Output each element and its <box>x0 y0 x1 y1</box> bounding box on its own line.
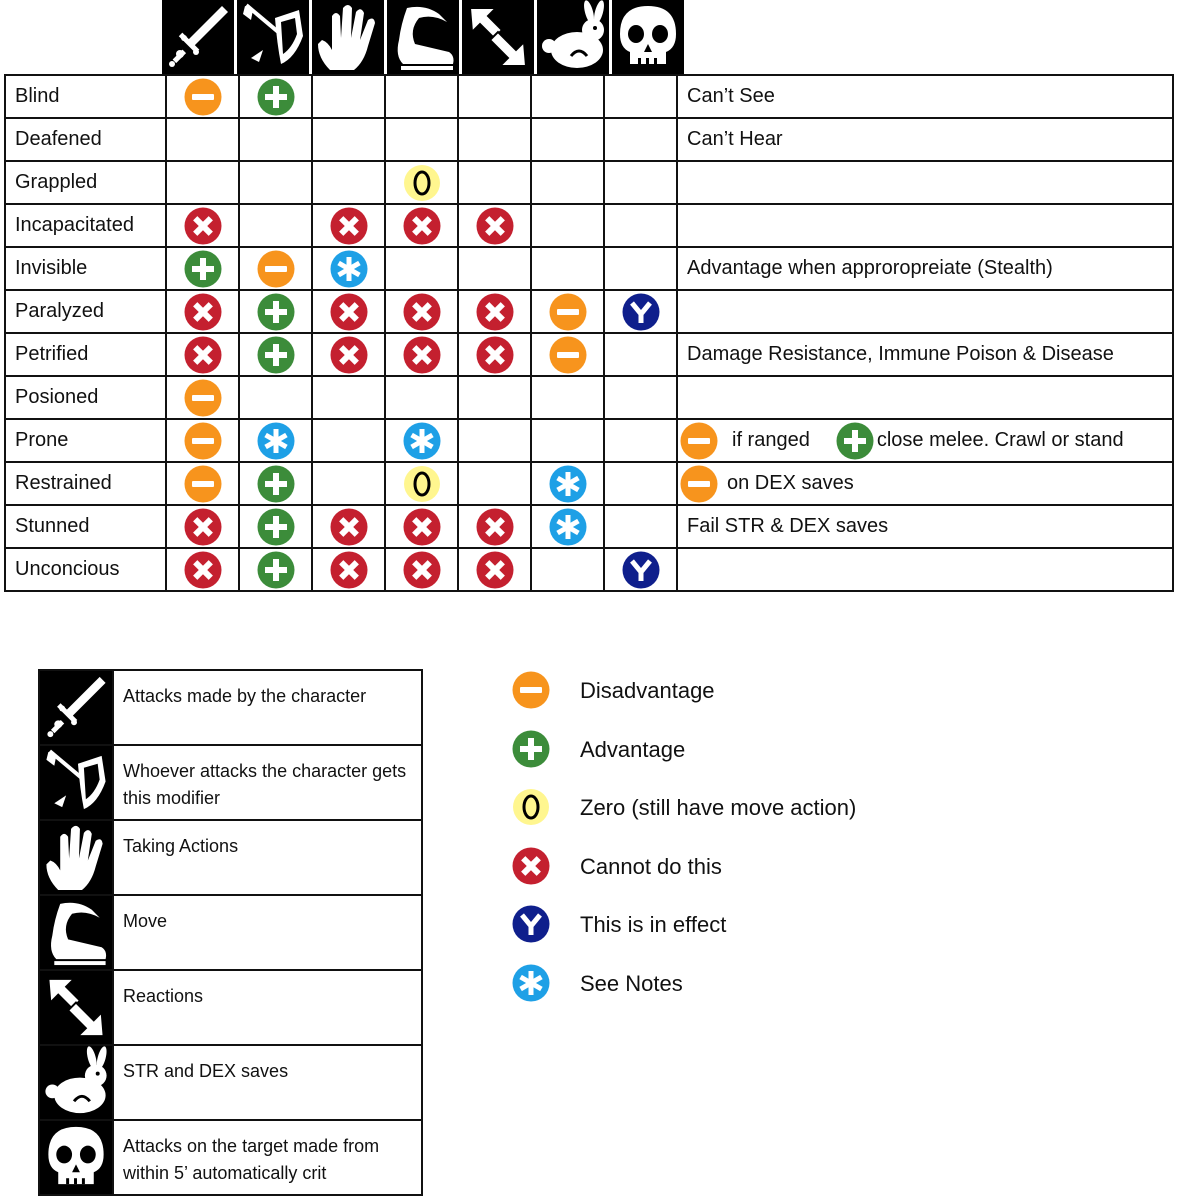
effect-cell <box>239 247 312 290</box>
advantage-icon <box>184 250 222 288</box>
effect-cell <box>385 118 458 161</box>
effect-cell <box>239 118 312 161</box>
effect-cell <box>166 204 239 247</box>
zero-icon <box>512 788 550 826</box>
disadvantage-icon <box>549 336 587 374</box>
symbol-legend-row <box>512 729 1032 769</box>
disadvantage-icon <box>184 422 222 460</box>
condition-row <box>5 247 1173 290</box>
cannot-icon <box>476 207 514 245</box>
condition-row <box>5 290 1173 333</box>
effect-cell <box>458 204 531 247</box>
icon-legend-row <box>39 1045 422 1120</box>
condition-name: Invisible <box>5 247 166 290</box>
symbol-legend-row <box>512 963 1032 1003</box>
effect-cell <box>239 333 312 376</box>
arrow-shield-icon <box>237 0 309 74</box>
effect-cell <box>531 505 604 548</box>
effect-cell <box>531 290 604 333</box>
zero-icon <box>403 465 441 503</box>
effect-cell <box>604 462 677 505</box>
condition-name: Grappled <box>5 161 166 204</box>
effect-cell <box>312 333 385 376</box>
zero-icon <box>403 164 441 202</box>
condition-note <box>677 462 1173 505</box>
effect-cell <box>385 333 458 376</box>
boot-icon <box>39 895 113 970</box>
condition-row <box>5 118 1173 161</box>
disadvantage-icon <box>184 379 222 417</box>
effect-cell <box>312 75 385 118</box>
cannot-icon <box>403 207 441 245</box>
effect-cell <box>166 247 239 290</box>
column-icon-legend <box>38 669 423 1196</box>
symbol-legend-label: Zero (still have move action) <box>580 795 857 821</box>
advantage-icon <box>257 293 295 331</box>
see-notes-icon <box>549 465 587 503</box>
condition-name: Petrified <box>5 333 166 376</box>
icon-legend-description: Move <box>113 895 422 970</box>
advantage-icon <box>512 730 550 768</box>
symbol-legend-row <box>512 787 1032 827</box>
icon-legend-description: Reactions <box>113 970 422 1045</box>
symbol-legend-row <box>512 904 1032 944</box>
condition-note: Advantage when approropreiate (Stealth) <box>677 247 1173 290</box>
advantage-icon <box>257 78 295 116</box>
icon-legend-row <box>39 670 422 745</box>
icon-legend-description: Attacks made by the character <box>113 670 422 745</box>
effect-cell <box>166 290 239 333</box>
effect-cell <box>166 505 239 548</box>
advantage-icon <box>257 465 295 503</box>
effect-cell <box>166 376 239 419</box>
symbol-legend-row <box>512 670 1032 710</box>
effect-cell <box>604 548 677 591</box>
icon-legend-description: Taking Actions <box>113 820 422 895</box>
note-text: if ranged <box>732 429 810 451</box>
symbol-legend-label: Disadvantage <box>580 678 715 703</box>
effect-cell <box>312 548 385 591</box>
see-notes-icon <box>257 422 295 460</box>
condition-name: Posioned <box>5 376 166 419</box>
condition-name: Restrained <box>5 462 166 505</box>
effect-cell <box>458 75 531 118</box>
effect-cell <box>312 376 385 419</box>
effect-cell <box>385 376 458 419</box>
icon-legend-row <box>39 745 422 820</box>
icon-legend-description: STR and DEX saves <box>113 1045 422 1120</box>
disadvantage-icon <box>184 78 222 116</box>
effect-cell <box>531 462 604 505</box>
effect-cell <box>604 118 677 161</box>
cannot-icon <box>476 508 514 546</box>
effect-cell <box>604 204 677 247</box>
cannot-icon <box>403 508 441 546</box>
icon-legend-row <box>39 1120 422 1195</box>
effect-cell <box>385 419 458 462</box>
effect-cell <box>385 161 458 204</box>
effect-cell <box>458 118 531 161</box>
condition-note <box>677 376 1173 419</box>
cannot-icon <box>330 508 368 546</box>
condition-row <box>5 161 1173 204</box>
effect-cell <box>604 75 677 118</box>
cannot-icon <box>330 336 368 374</box>
effect-cell <box>312 419 385 462</box>
condition-row <box>5 419 1173 462</box>
disadvantage-icon <box>549 293 587 331</box>
effect-cell <box>239 548 312 591</box>
condition-note <box>677 419 1173 462</box>
cannot-icon <box>476 551 514 589</box>
effect-cell <box>312 290 385 333</box>
effect-cell <box>458 505 531 548</box>
cannot-icon <box>403 336 441 374</box>
advantage-icon <box>257 551 295 589</box>
advantage-icon <box>257 508 295 546</box>
condition-row <box>5 376 1173 419</box>
condition-note <box>677 290 1173 333</box>
see-notes-icon <box>549 508 587 546</box>
disadvantage-icon <box>512 671 550 709</box>
effect-cell <box>239 204 312 247</box>
condition-note: Can’t Hear <box>677 118 1173 161</box>
symbol-legend-label: Advantage <box>580 736 686 762</box>
effect-cell <box>604 505 677 548</box>
effect-cell <box>385 505 458 548</box>
effect-cell <box>604 161 677 204</box>
effect-cell <box>312 118 385 161</box>
cannot-icon <box>476 293 514 331</box>
disadvantage-icon <box>184 465 222 503</box>
note-text: close melee. Crawl or stand <box>876 429 1124 451</box>
cannot-icon <box>330 293 368 331</box>
effect-cell <box>239 161 312 204</box>
advantage-icon <box>257 336 295 374</box>
disadvantage-icon <box>680 465 718 503</box>
effect-cell <box>312 161 385 204</box>
effect-cell <box>458 376 531 419</box>
cannot-icon <box>184 508 222 546</box>
effect-cell <box>166 548 239 591</box>
cannot-icon <box>330 207 368 245</box>
effect-cell <box>531 247 604 290</box>
icon-legend-row <box>39 970 422 1045</box>
effect-cell <box>531 376 604 419</box>
sword-icon <box>162 0 234 74</box>
condition-row <box>5 75 1173 118</box>
effect-cell <box>531 161 604 204</box>
cannot-icon <box>184 551 222 589</box>
effect-cell <box>531 204 604 247</box>
disadvantage-icon <box>257 250 295 288</box>
hand-icon <box>39 820 113 895</box>
effect-cell <box>604 247 677 290</box>
icon-legend-description: Whoever attacks the character gets this modifier <box>113 745 422 820</box>
effect-cell <box>604 290 677 333</box>
in-effect-icon <box>622 293 660 331</box>
effect-cell <box>531 118 604 161</box>
condition-name: Paralyzed <box>5 290 166 333</box>
condition-row <box>5 204 1173 247</box>
in-effect-icon <box>512 905 550 943</box>
effect-cell <box>458 247 531 290</box>
symbol-legend-row <box>512 846 1032 886</box>
effect-cell <box>166 462 239 505</box>
cannot-icon <box>403 551 441 589</box>
condition-note: Damage Resistance, Immune Poison & Disease <box>677 333 1173 376</box>
effect-cell <box>385 247 458 290</box>
effect-cell <box>385 204 458 247</box>
advantage-icon <box>836 422 874 460</box>
effect-cell <box>312 462 385 505</box>
effect-cell <box>531 333 604 376</box>
see-notes-icon <box>330 250 368 288</box>
condition-name: Blind <box>5 75 166 118</box>
effect-cell <box>166 333 239 376</box>
hand-icon <box>312 0 384 74</box>
in-effect-icon <box>622 551 660 589</box>
symbol-legend-label: See Notes <box>580 971 683 996</box>
effect-cell <box>458 462 531 505</box>
icon-legend-description: Attacks on the target made from within 5’ automatically crit <box>113 1120 422 1195</box>
double-arrow-icon <box>39 970 113 1045</box>
rabbit-icon <box>537 0 609 74</box>
effect-cell <box>385 462 458 505</box>
condition-note <box>677 548 1173 591</box>
see-notes-icon <box>403 422 441 460</box>
effect-cell <box>239 505 312 548</box>
skull-icon <box>612 0 684 74</box>
effect-cell <box>458 290 531 333</box>
cannot-icon <box>476 336 514 374</box>
effect-cell <box>604 419 677 462</box>
effect-cell <box>239 376 312 419</box>
cannot-icon <box>330 551 368 589</box>
effect-cell <box>312 204 385 247</box>
double-arrow-icon <box>462 0 534 74</box>
condition-name: Unconcious <box>5 548 166 591</box>
icon-legend-row <box>39 820 422 895</box>
effect-cell <box>166 161 239 204</box>
boot-icon <box>387 0 459 74</box>
effect-cell <box>312 247 385 290</box>
icon-legend-row <box>39 895 422 970</box>
effect-cell <box>531 419 604 462</box>
symbol-legend-label: Cannot do this <box>580 853 722 879</box>
effect-cell <box>239 462 312 505</box>
effect-cell <box>239 290 312 333</box>
sword-icon <box>39 670 113 745</box>
cannot-icon <box>403 293 441 331</box>
condition-note: Can’t See <box>677 75 1173 118</box>
effect-cell <box>385 75 458 118</box>
effect-cell <box>166 75 239 118</box>
effect-cell <box>239 419 312 462</box>
condition-row <box>5 462 1173 505</box>
condition-row <box>5 548 1173 591</box>
cannot-icon <box>184 336 222 374</box>
effect-cell <box>312 505 385 548</box>
cannot-icon <box>512 847 550 885</box>
effect-cell <box>604 376 677 419</box>
note-text: on DEX saves <box>727 472 854 494</box>
condition-name: Prone <box>5 419 166 462</box>
effect-cell <box>458 333 531 376</box>
effect-cell <box>239 75 312 118</box>
effect-cell <box>385 548 458 591</box>
condition-note: Fail STR & DEX saves <box>677 505 1173 548</box>
effect-cell <box>531 548 604 591</box>
effect-cell <box>385 290 458 333</box>
symbol-legend-label: This is in effect <box>580 912 727 938</box>
see-notes-icon <box>512 964 550 1002</box>
effect-cell <box>458 548 531 591</box>
condition-name: Stunned <box>5 505 166 548</box>
effect-cell <box>458 161 531 204</box>
rabbit-icon <box>39 1045 113 1120</box>
disadvantage-icon <box>680 422 718 460</box>
effect-cell <box>458 419 531 462</box>
cannot-icon <box>184 293 222 331</box>
effect-cell <box>166 118 239 161</box>
condition-row <box>5 333 1173 376</box>
conditions-table <box>4 74 1174 592</box>
condition-row <box>5 505 1173 548</box>
cannot-icon <box>184 207 222 245</box>
condition-name: Deafened <box>5 118 166 161</box>
skull-icon <box>39 1120 113 1195</box>
condition-note <box>677 204 1173 247</box>
condition-note <box>677 161 1173 204</box>
condition-name: Incapacitated <box>5 204 166 247</box>
effect-cell <box>166 419 239 462</box>
effect-cell <box>531 75 604 118</box>
effect-cell <box>604 333 677 376</box>
arrow-shield-icon <box>39 745 113 820</box>
